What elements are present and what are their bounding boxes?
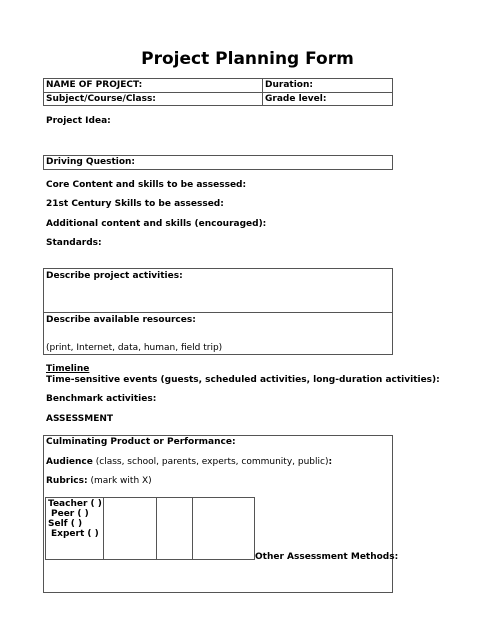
rubric-grid-col-2: [156, 497, 157, 560]
resources-hint: (print, Internet, data, human, field trip): [46, 343, 223, 353]
rubrics-line: [46, 476, 152, 487]
century-skills-label: 21st Century Skills to be assessed:: [46, 199, 224, 209]
activities-resources-divider: [43, 312, 393, 313]
rubric-row-teacher: Teacher ( ): [48, 499, 102, 509]
grade-level-label: Grade level:: [265, 94, 327, 104]
subject-course-class-label: Subject/Course/Class:: [46, 94, 156, 104]
audience-hint: (class, school, parents, experts, community, public): [95, 457, 329, 467]
duration-label: Duration:: [265, 80, 313, 90]
rubric-row-peer: Peer ( ): [51, 509, 89, 519]
rubric-row-expert: Expert ( ): [51, 529, 99, 539]
additional-content-label: Additional content and skills (encouraged):: [46, 219, 267, 229]
project-idea-label: Project Idea:: [46, 116, 111, 126]
name-of-project-label: NAME OF PROJECT:: [46, 80, 143, 90]
audience-colon: :: [328, 457, 333, 467]
rubrics-label: Rubrics:: [46, 476, 88, 486]
assessment-heading: ASSESSMENT: [46, 414, 114, 424]
driving-question-label: Driving Question:: [46, 157, 136, 167]
core-content-label: Core Content and skills to be assessed:: [46, 180, 247, 190]
header-table-col-divider: [262, 78, 263, 106]
rubric-grid-col-1: [103, 497, 104, 560]
culminating-label: Culminating Product or Performance:: [46, 437, 236, 447]
other-methods-label: Other Assessment Methods:: [255, 552, 399, 562]
audience-label: Audience: [46, 457, 93, 467]
time-sensitive-label: Time-sensitive events (guests, scheduled activities, long-duration activities):: [46, 375, 440, 385]
rubrics-hint: (mark with X): [90, 476, 152, 486]
page-title: Project Planning Form: [141, 49, 354, 69]
describe-resources-label: Describe available resources:: [46, 315, 196, 325]
header-table-row-divider: [43, 92, 393, 93]
audience-line: [46, 457, 332, 468]
benchmark-label: Benchmark activities:: [46, 394, 157, 404]
rubric-grid-col-3: [192, 497, 193, 560]
rubric-row-self: Self ( ): [48, 519, 83, 529]
describe-activities-label: Describe project activities:: [46, 271, 183, 281]
standards-label: Standards:: [46, 238, 102, 248]
timeline-heading: Timeline: [46, 364, 90, 374]
